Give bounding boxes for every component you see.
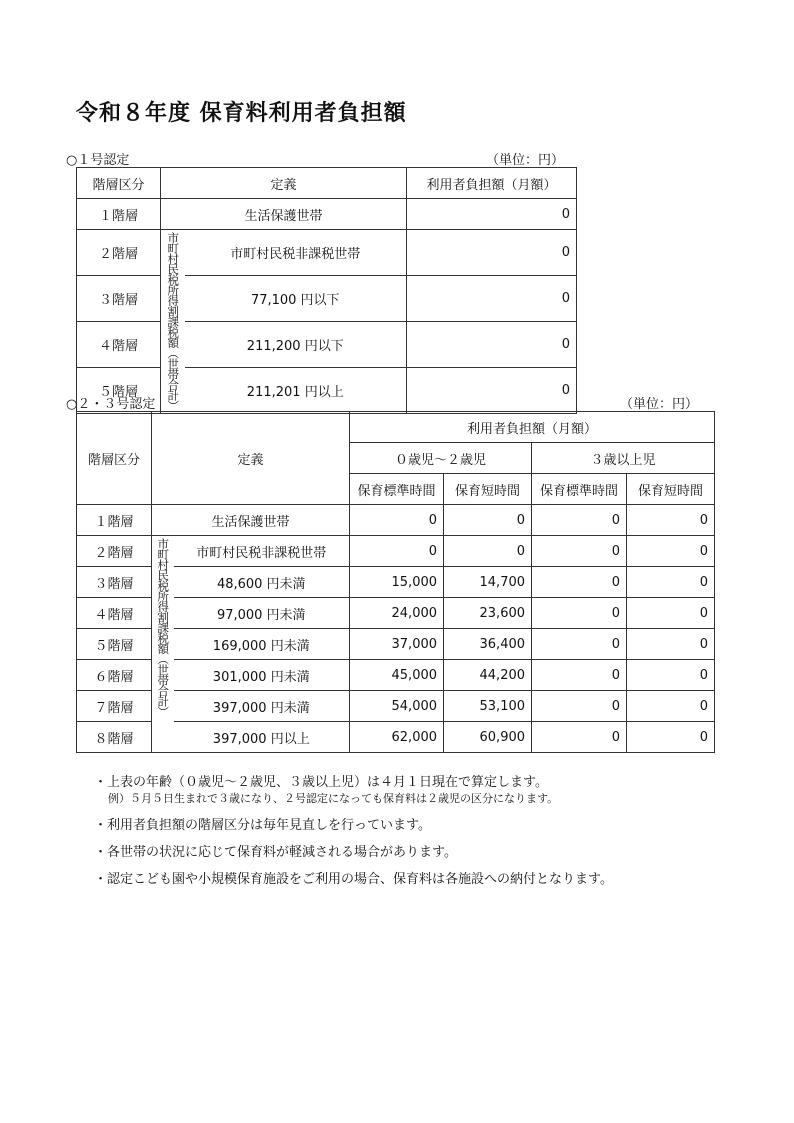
- tier-cell: ３階層: [77, 275, 161, 321]
- amount-cell: 0: [627, 660, 715, 691]
- table-row: [77, 275, 577, 321]
- table-row: [77, 536, 715, 567]
- section2-table: [76, 411, 715, 753]
- tier-cell: ７階層: [77, 691, 152, 722]
- section2-heading: ○２・３号認定: [66, 397, 156, 412]
- amount-cell: 0: [627, 629, 715, 660]
- note-text: ・上表の年齢（０歳児～２歳児、３歳以上児）は４月１日現在で算定します。: [94, 775, 548, 790]
- amount-cell: 0: [532, 691, 627, 722]
- note-item: ・利用者負担額の階層区分は毎年見直しを行っています。: [94, 818, 431, 833]
- amount-cell: 0: [444, 536, 532, 567]
- section1-unit: （単位：円）: [486, 153, 565, 168]
- section1-table: [76, 167, 577, 414]
- amount-cell: 62,000: [350, 722, 444, 753]
- definition-cell: 48,600 円未満: [174, 567, 350, 598]
- table-header-row: [77, 412, 715, 443]
- income-category-vertical-label: 市町村民税所得割課税額（世帯合計）: [152, 536, 174, 753]
- header-definition: 定義: [161, 168, 407, 199]
- income-category-vertical-label: 市町村民税所得割課税額（世帯合計）: [161, 230, 185, 414]
- amount-cell: 36,400: [444, 629, 532, 660]
- table-row: [77, 230, 577, 276]
- tier-cell: １階層: [77, 505, 152, 536]
- amount-cell: 0: [407, 230, 577, 276]
- note-item: ・各世帯の状況に応じて保育料が軽減される場合があります。: [94, 845, 457, 860]
- header-age-3-plus: ３歳以上児: [532, 443, 715, 474]
- header-tier: 階層区分: [77, 168, 161, 199]
- amount-cell: 0: [444, 505, 532, 536]
- definition-cell: 397,000 円以上: [174, 722, 350, 753]
- amount-cell: 0: [627, 722, 715, 753]
- amount-cell: 0: [407, 199, 577, 230]
- header-age-0-2: ０歳児～２歳児: [350, 443, 532, 474]
- definition-cell: 301,000 円未満: [174, 660, 350, 691]
- tier-cell: ４階層: [77, 321, 161, 367]
- amount-cell: 0: [407, 321, 577, 367]
- header-amount: 利用者負担額（月額）: [350, 412, 715, 443]
- tier-cell: ３階層: [77, 567, 152, 598]
- section1-heading: ○１号認定: [66, 153, 130, 168]
- header-short-hours: 保育短時間: [627, 474, 715, 505]
- table-row: [77, 199, 577, 230]
- amount-cell: 0: [532, 722, 627, 753]
- table-header-row: [77, 168, 577, 199]
- table-row: [77, 321, 577, 367]
- table-row: [77, 505, 715, 536]
- notes: [94, 774, 613, 898]
- tier-cell: ２階層: [77, 230, 161, 276]
- tier-cell: ４階層: [77, 598, 152, 629]
- amount-cell: 60,900: [444, 722, 532, 753]
- definition-cell: 生活保護世帯: [152, 505, 350, 536]
- tier-cell: ２階層: [77, 536, 152, 567]
- amount-cell: 0: [532, 598, 627, 629]
- header-short-hours: 保育短時間: [444, 474, 532, 505]
- amount-cell: 0: [627, 567, 715, 598]
- amount-cell: 37,000: [350, 629, 444, 660]
- amount-cell: 44,200: [444, 660, 532, 691]
- amount-cell: 0: [627, 536, 715, 567]
- amount-cell: 14,700: [444, 567, 532, 598]
- definition-cell: 169,000 円未満: [174, 629, 350, 660]
- page-title: 令和８年度 保育料利用者負担額: [76, 101, 407, 126]
- note-item: [94, 774, 613, 808]
- definition-cell: 211,200 円以下: [185, 321, 407, 367]
- note-item: ・認定こども園や小規模保育施設をご利用の場合、保育料は各施設への納付となります。: [94, 872, 613, 887]
- tier-cell: ８階層: [77, 722, 152, 753]
- header-definition: 定義: [152, 412, 350, 505]
- amount-cell: 23,600: [444, 598, 532, 629]
- definition-cell: 生活保護世帯: [161, 199, 407, 230]
- amount-cell: 0: [627, 505, 715, 536]
- amount-cell: 54,000: [350, 691, 444, 722]
- definition-cell: 77,100 円以下: [185, 275, 407, 321]
- amount-cell: 0: [407, 367, 577, 413]
- amount-cell: 0: [532, 536, 627, 567]
- example-note: 例）５月５日生まれで３歳になり、２号認定になっても保育料は２歳児の区分になります。: [108, 792, 559, 805]
- amount-cell: 45,000: [350, 660, 444, 691]
- amount-cell: 0: [407, 275, 577, 321]
- header-tier: 階層区分: [77, 412, 152, 505]
- tier-cell: ５階層: [77, 367, 161, 413]
- amount-cell: 15,000: [350, 567, 444, 598]
- header-amount: 利用者負担額（月額）: [407, 168, 577, 199]
- amount-cell: 0: [532, 505, 627, 536]
- definition-cell: 97,000 円未満: [174, 598, 350, 629]
- section2-unit: （単位：円）: [620, 397, 699, 412]
- amount-cell: 0: [350, 505, 444, 536]
- amount-cell: 53,100: [444, 691, 532, 722]
- amount-cell: 0: [532, 567, 627, 598]
- amount-cell: 0: [627, 691, 715, 722]
- definition-cell: 211,201 円以上: [185, 367, 407, 413]
- amount-cell: 0: [532, 629, 627, 660]
- definition-cell: 市町村民税非課税世帯: [185, 230, 407, 276]
- amount-cell: 24,000: [350, 598, 444, 629]
- definition-cell: 397,000 円未満: [174, 691, 350, 722]
- tier-cell: ６階層: [77, 660, 152, 691]
- amount-cell: 0: [532, 660, 627, 691]
- amount-cell: 0: [627, 598, 715, 629]
- amount-cell: 0: [350, 536, 444, 567]
- tier-cell: ５階層: [77, 629, 152, 660]
- tier-cell: １階層: [77, 199, 161, 230]
- definition-cell: 市町村民税非課税世帯: [174, 536, 350, 567]
- header-standard-hours: 保育標準時間: [350, 474, 444, 505]
- header-standard-hours: 保育標準時間: [532, 474, 627, 505]
